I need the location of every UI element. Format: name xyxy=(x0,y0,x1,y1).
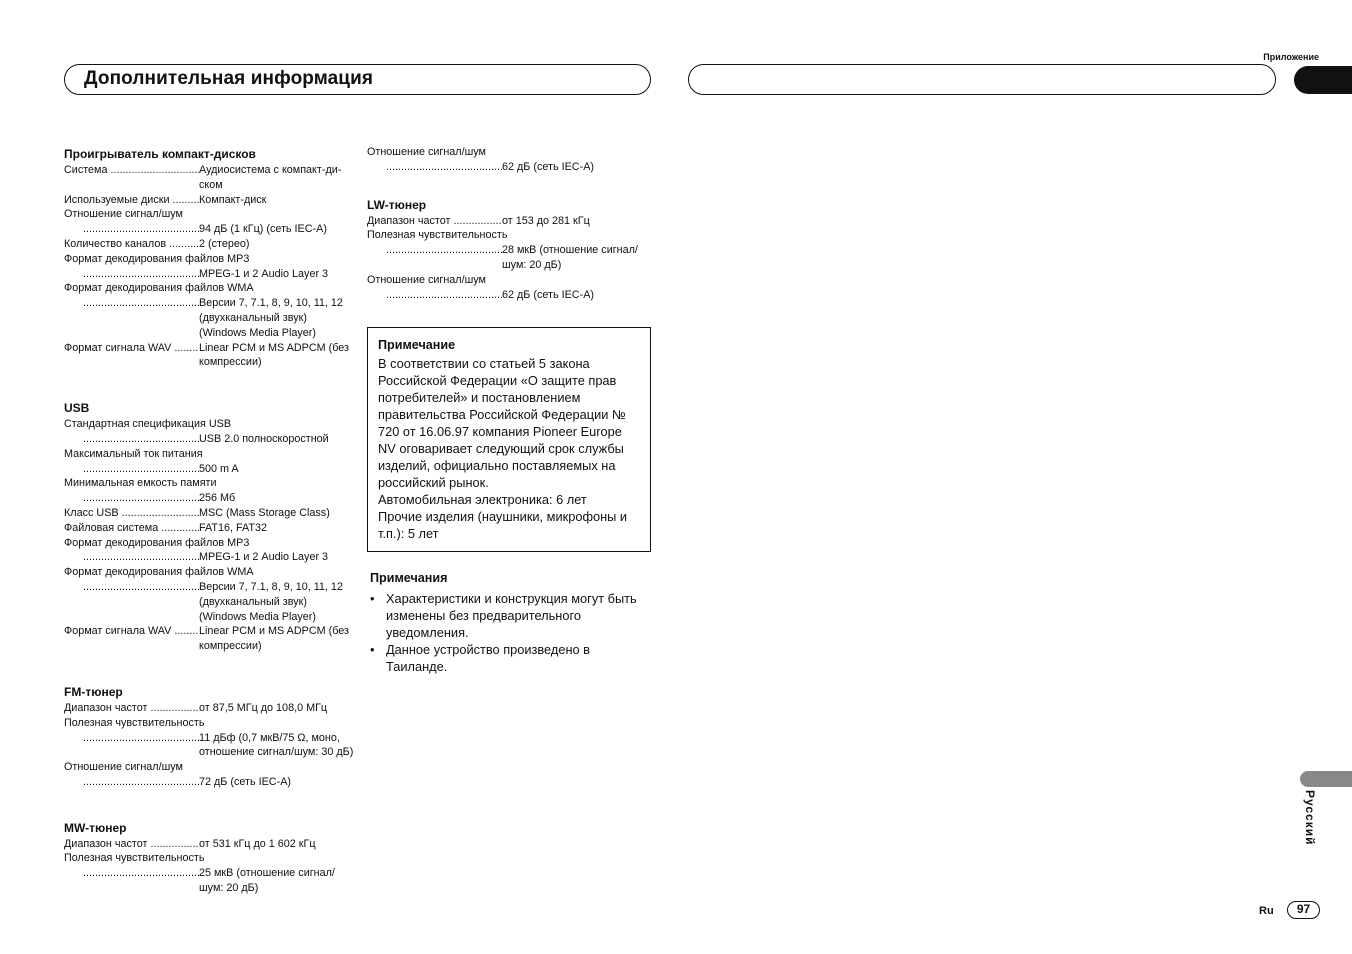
spec-label: Отношение сигнал/шум xyxy=(367,146,486,158)
page-number: 97 xyxy=(1287,901,1320,919)
section-tab xyxy=(1294,66,1352,94)
spec-label: Формат декодирования файлов WMA xyxy=(64,282,254,295)
bullet-icon: • xyxy=(370,591,375,606)
spec-label: Формат декодирования файлов MP3 xyxy=(64,252,250,265)
spec-label: Отношение сигнал/шум xyxy=(64,761,183,774)
spec-value-row: ..... Версии 7, 7.1, 8, 9, 10, 11, 12 (двухканальный звук) (Windows Media Player) xyxy=(64,580,354,624)
list-item: • Характеристики и конструкция могут быть изменены без предварительного уведомления. xyxy=(370,591,637,640)
cd-heading: Проигрыватель компакт-дисков xyxy=(64,147,256,161)
left-column xyxy=(64,146,354,914)
spec-label: Формат декодирования файлов WMA xyxy=(64,566,254,579)
list-item: • Данное устройство произведено в Таиланде. xyxy=(370,642,590,674)
language-code: Ru xyxy=(1259,905,1274,917)
spec-value-row: ..... 94 дБ (1 кГц) (сеть IEC-A) xyxy=(64,222,354,237)
spec-value-row: ..... 62 дБ (сеть IEC-A) xyxy=(367,160,657,175)
note-heading: Примечание xyxy=(378,338,456,352)
mw-continued xyxy=(367,145,657,175)
language-tab: Русский xyxy=(1303,790,1317,846)
spec-value-row: ..... 256 Мб xyxy=(64,491,354,506)
spec-value-row: ..... 25 мкВ (отношение сигнал/шум: 20 дБ) xyxy=(64,866,354,896)
spec-value-row: ..... Версии 7, 7.1, 8, 9, 10, 11, 12 (двухканальный звук) (Windows Media Player) xyxy=(64,296,354,340)
appendix-label: Приложение xyxy=(1263,52,1319,62)
mw-section xyxy=(64,820,354,896)
spec-value-row: ..... MPEG-1 и 2 Audio Layer 3 xyxy=(64,267,354,282)
cd-section xyxy=(64,146,354,370)
fm-section xyxy=(64,684,354,790)
note-text: В соответствии со статьей 5 закона Российской Федерации «О защите прав потребителей» и постановлением правительства Российской Федерации № 720 от 16.06.97 компания Pioneer Europe NV оговаривает следующий срок службы изделий, официально поставляемых на российский рынок. xyxy=(378,356,626,490)
spec-row: Файловая система ..... FAT16, FAT32 xyxy=(64,521,354,536)
note-box xyxy=(367,327,651,552)
lw-heading: LW-тюнер xyxy=(367,197,427,212)
spec-label: Стандартная спецификация USB xyxy=(64,418,232,431)
mw-heading: MW-тюнер xyxy=(64,820,127,835)
header-frame-right xyxy=(688,64,1276,95)
spec-label: Полезная чувствительность xyxy=(367,229,508,242)
spec-value-row: ..... USB 2.0 полноскоростной xyxy=(64,432,354,447)
spec-value-row: ..... 11 дБф (0,7 мкВ/75 Ω, моно, отношение сигнал/шум: 30 дБ) xyxy=(64,731,354,761)
spec-row: Класс USB ..... MSC (Mass Storage Class) xyxy=(64,506,354,521)
notes-section xyxy=(370,570,652,675)
lw-section xyxy=(367,197,657,303)
spec-label: Максимальный ток питания xyxy=(64,447,203,460)
spec-row: Формат сигнала WAV ..... Linear PCM и MS ADPCM (без компрессии) xyxy=(64,624,354,654)
spec-row: Диапазон частот ..... от 531 кГц до 1 602 кГц xyxy=(64,837,354,852)
spec-label: Полезная чувствительность xyxy=(64,852,205,865)
spec-value-row: ..... 500 m A xyxy=(64,462,354,477)
spec-value-row: ..... 62 дБ (сеть IEC-A) xyxy=(367,288,657,303)
spec-label: Полезная чувствительность xyxy=(64,716,205,729)
spec-row: Система ..... Аудиосистема с компакт-ди-ском xyxy=(64,163,354,193)
note-line-2: Прочие изделия (наушники, микрофоны и т.п.): 5 лет xyxy=(378,509,628,541)
spec-label: Отношение сигнал/шум xyxy=(64,208,183,221)
spec-value-row: ..... 72 дБ (сеть IEC-A) xyxy=(64,775,354,790)
note-line-1: Автомобильная электроника: 6 лет xyxy=(378,492,587,507)
spec-label: Формат декодирования файлов MP3 xyxy=(64,536,250,549)
fm-heading: FM-тюнер xyxy=(64,684,123,699)
page-title: Дополнительная информация xyxy=(84,68,374,89)
middle-column xyxy=(367,145,657,320)
spec-row: Используемые диски ..... Компакт-диск xyxy=(64,193,354,208)
spec-row: Диапазон частот ..... от 87,5 МГц до 108,0 МГц xyxy=(64,701,354,716)
usb-heading: USB xyxy=(64,401,90,416)
spec-value-row: ..... 28 мкВ (отношение сигнал/шум: 20 дБ) xyxy=(367,243,657,273)
notes-heading: Примечания xyxy=(370,571,448,585)
spec-value-row: ..... MPEG-1 и 2 Audio Layer 3 xyxy=(64,550,354,565)
spec-row: Формат сигнала WAV ..... Linear PCM и MS ADPCM (без компрессии) xyxy=(64,341,354,371)
language-tab-marker xyxy=(1300,771,1352,787)
spec-label: Минимальная емкость памяти xyxy=(64,477,217,490)
spec-row: Количество каналов ..... 2 (стерео) xyxy=(64,237,354,252)
spec-label: Отношение сигнал/шум xyxy=(367,273,486,286)
usb-section xyxy=(64,400,354,654)
bullet-icon: • xyxy=(370,642,375,657)
spec-row: Диапазон частот ..... от 153 до 281 кГц xyxy=(367,214,657,229)
